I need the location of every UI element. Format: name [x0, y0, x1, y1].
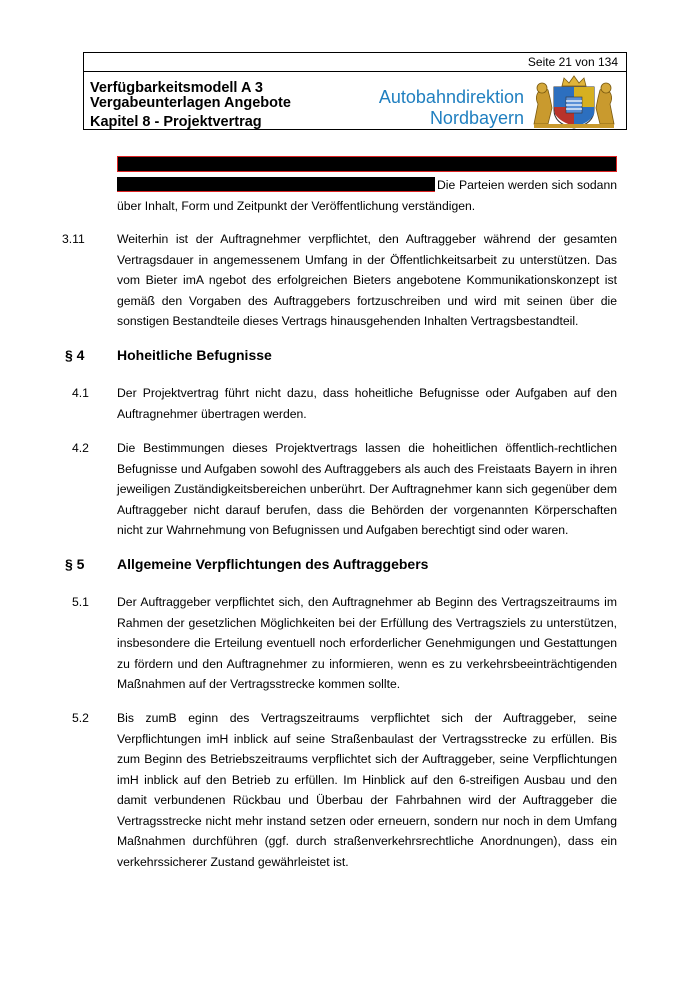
clause-text: Die Bestimmungen dieses Projektvertrags lassen die hoheitlichen öffentlich-rechtlichen Befugnisse und Aufgaben sowohl des Auftraggebers als auch des Freistaats Bayern in ihren jeweiligen Zuständigkeitsbereichen unberührt. Der Auftragnehmer kann sich gegenüber dem Auftraggeber nicht darauf berufen, dass die Behörden der vorgenannten Körperschaften nicht zur Wahrnehmung von Befugnissen und Aufgaben berechtigt sind oder waren. [117, 441, 617, 537]
clause-text: Weiterhin ist der Auftragnehmer verpflichtet, den Auftraggeber während der gesamten Vertragsdauer in angemessenem Umfang in der Öffentlichkeitsarbeit zu unterstützen. Das vom Bieter imA ngebot des erfolgreichen Bieters angebotene Kommunikationskonzept ist gemäß den Vorgaben des Auftraggebers fortzuschreiben und wird mit seinen über die sonstigen Bestandteile dieses Vertrags hinausgehenden Inhalten Vertragsbestandteil. [117, 232, 617, 328]
section-title: Allgemeine Verpflichtungen des Auftraggebers [117, 556, 429, 572]
section-number: § 4 [65, 347, 85, 363]
section-number: § 5 [65, 556, 85, 572]
header-divider [84, 71, 626, 72]
clause-number: 5.1 [72, 595, 89, 609]
header-chapter-title: Kapitel 8 - Projektvertrag [90, 114, 262, 130]
clause-number: 4.1 [72, 386, 89, 400]
clause-number: 5.2 [72, 711, 89, 725]
page-header [83, 52, 627, 130]
redacted-text-block [117, 156, 617, 172]
header-project-title: Verfügbarkeitsmodell A 3 [90, 80, 263, 96]
logo-text-line2: Nordbayern [429, 108, 524, 128]
clause-text: Der Auftraggeber verpflichtet sich, den Auftragnehmer ab Beginn des Vertragszeitraums im Rahmen der gesetzlichen Möglichkeiten bei der Erfüllung des Vertragsziels zu unterstützen, insbesondere die Erteilung eventuell noch erforderlicher Genehmigungen und Gestattungen zu fördern und den Auftragnehmer zu informieren, wenn es zu verkehrsbeeinträchtigenden Maßnahmen auf der Vertragsstrecke kommen sollte. [117, 595, 617, 691]
logo-text-line1: Autobahndirektion [378, 87, 524, 107]
clause-text: Der Projektvertrag führt nicht dazu, dass hoheitliche Befugnisse oder Aufgaben auf den Auftragnehmer übertragen werden. [117, 386, 617, 421]
intro-text: über Inhalt, Form und Zeitpunkt der Veröffentlichung verständigen. [117, 199, 476, 213]
clause-number: 4.2 [72, 441, 89, 455]
intro-text-tail: Die Parteien werden sich sodann [437, 178, 617, 192]
section-title: Hoheitliche Befugnisse [117, 347, 272, 363]
bavarian-crest-icon [528, 74, 620, 129]
page-number: Seite 21 von 134 [527, 55, 618, 69]
clause-number: 3.11 [62, 232, 85, 246]
clause-text: Bis zumB eginn des Vertragszeitraums verpflichtet sich der Auftraggeber, seine Verpflichtungen imH inblick auf seine Straßenbaulast der Vertragsstrecke zu erfüllen. Bis zum Beginn des Betriebszeitraums verpflichtet sich der Auftraggeber, seine Verpflichtungen imH inblick auf den Betrieb zu erfüllen. Im Hinblick auf den 6-streifigen Ausbau und den damit verbundenen Rückbau und Überbau der Fahrbahnen wird der Auftraggeber die Vertragsstrecke nicht mehr instand setzen oder erneuern, sondern nur noch in dem Umfang Maßnahmen durchführen (ggf. durch straßenverkehrsrechtliche Anordnungen), dass ein verkehrssicherer Zustand gewährleistet ist. [117, 711, 617, 869]
header-document-title: Vergabeunterlagen Angebote [90, 95, 291, 111]
redacted-text-block [117, 177, 435, 192]
